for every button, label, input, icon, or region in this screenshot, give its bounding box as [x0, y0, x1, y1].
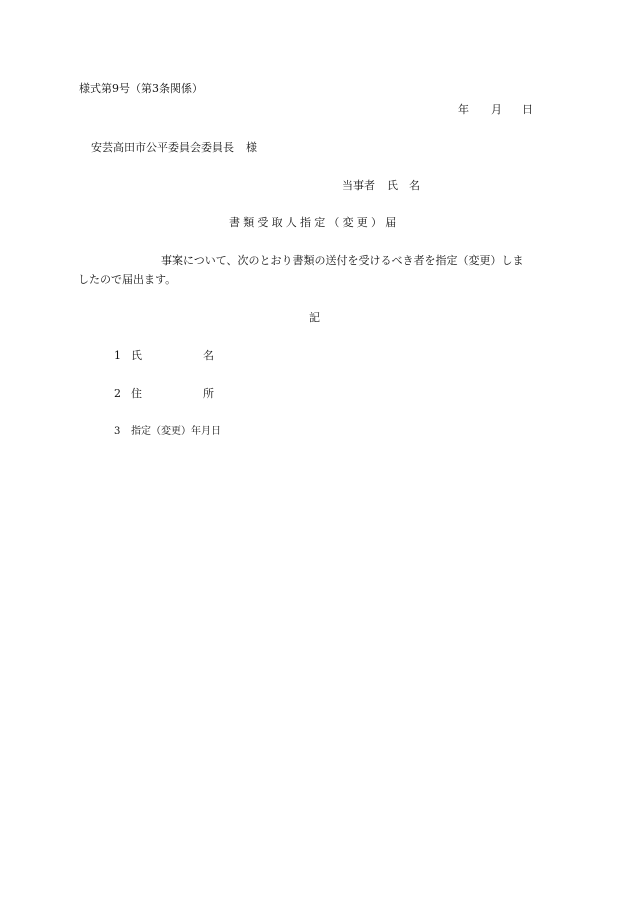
date-row — [458, 103, 533, 117]
form-number: 様式第9号（第3条関係） — [79, 82, 203, 95]
day-label: 日 — [522, 103, 533, 116]
addressee-name: 安芸高田市公平委員会委員長 — [91, 141, 234, 154]
item-label-second: 名 — [203, 349, 214, 362]
month-label: 月 — [491, 103, 502, 116]
document-title: 書類受取人指定（変更）届 — [229, 216, 400, 229]
item-number: 3 — [114, 426, 121, 437]
list-item — [114, 387, 214, 401]
item-label-first: 住 — [131, 387, 142, 400]
list-item — [114, 349, 214, 363]
year-label: 年 — [458, 103, 469, 116]
body-text-line-2: したので届出ます。 — [78, 273, 177, 286]
addressee-honorific: 様 — [246, 141, 257, 154]
party-name-label: 氏 名 — [387, 179, 420, 192]
item-label-second: 所 — [203, 387, 214, 400]
ki-heading: 記 — [309, 311, 320, 324]
list-item — [114, 425, 221, 439]
item-number: 2 — [114, 387, 121, 400]
party-role: 当事者 — [342, 179, 375, 192]
item-label-first: 氏 — [131, 349, 142, 362]
item-label: 指定（変更）年月日 — [131, 426, 221, 437]
addressee — [91, 141, 257, 155]
body-text-line-1: 事案について、次のとおり書類の送付を受けるべき者を指定（変更）しま — [161, 254, 524, 267]
item-number: 1 — [114, 349, 121, 362]
party-block — [342, 179, 420, 193]
